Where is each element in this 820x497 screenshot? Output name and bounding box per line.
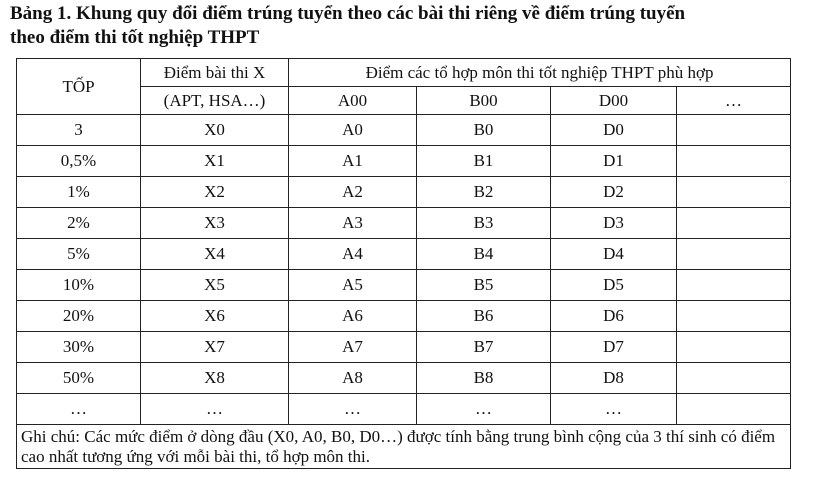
cell-d00: D2 <box>551 177 677 208</box>
cell-x: X8 <box>141 363 289 394</box>
cell-more <box>677 177 791 208</box>
cell-a00: A7 <box>289 332 417 363</box>
cell-b00: B0 <box>417 115 551 146</box>
table-row <box>17 363 791 394</box>
cell-x: X6 <box>141 301 289 332</box>
cell-more <box>677 394 791 425</box>
cell-more <box>677 115 791 146</box>
cell-top: 50% <box>17 363 141 394</box>
header-d00: D00 <box>551 87 677 115</box>
caption-line-2: theo điểm thi tốt nghiệp THPT <box>10 27 260 48</box>
cell-a00: A3 <box>289 208 417 239</box>
cell-b00: B1 <box>417 146 551 177</box>
table-row <box>17 146 791 177</box>
cell-top: 20% <box>17 301 141 332</box>
table-row <box>17 301 791 332</box>
table-caption <box>10 2 810 50</box>
cell-top: 30% <box>17 332 141 363</box>
cell-a00: A1 <box>289 146 417 177</box>
cell-d00: D1 <box>551 146 677 177</box>
cell-top: 5% <box>17 239 141 270</box>
cell-a00: A6 <box>289 301 417 332</box>
cell-d00: D0 <box>551 115 677 146</box>
conversion-table <box>16 58 791 469</box>
header-x-line1: Điểm bài thi X <box>141 59 289 87</box>
header-x-line2: (APT, HSA…) <box>141 87 289 115</box>
header-more: … <box>677 87 791 115</box>
cell-b00: B5 <box>417 270 551 301</box>
cell-b00: … <box>417 394 551 425</box>
header-row-1 <box>17 59 791 87</box>
caption-line-1: Bảng 1. Khung quy đổi điểm trúng tuyển theo các bài thi riêng về điểm trúng tuyển <box>10 3 686 24</box>
cell-top: 0,5% <box>17 146 141 177</box>
note-row <box>17 425 791 469</box>
cell-a00: … <box>289 394 417 425</box>
cell-a00: A5 <box>289 270 417 301</box>
cell-more <box>677 301 791 332</box>
table-row <box>17 177 791 208</box>
cell-more <box>677 239 791 270</box>
cell-b00: B6 <box>417 301 551 332</box>
cell-b00: B3 <box>417 208 551 239</box>
cell-d00: D5 <box>551 270 677 301</box>
cell-b00: B4 <box>417 239 551 270</box>
table-row <box>17 394 791 425</box>
cell-top: 2% <box>17 208 141 239</box>
cell-top: … <box>17 394 141 425</box>
cell-x: X4 <box>141 239 289 270</box>
table-row <box>17 239 791 270</box>
cell-x: X1 <box>141 146 289 177</box>
cell-x: X5 <box>141 270 289 301</box>
cell-b00: B7 <box>417 332 551 363</box>
cell-d00: … <box>551 394 677 425</box>
cell-d00: D8 <box>551 363 677 394</box>
table-row <box>17 332 791 363</box>
cell-x: X2 <box>141 177 289 208</box>
cell-more <box>677 208 791 239</box>
cell-d00: D4 <box>551 239 677 270</box>
cell-x: X0 <box>141 115 289 146</box>
header-combos: Điểm các tổ hợp môn thi tốt nghiệp THPT phù hợp <box>289 59 791 87</box>
table-row <box>17 115 791 146</box>
cell-more <box>677 332 791 363</box>
table-note: Ghi chú: Các mức điểm ở dòng đầu (X0, A0, B0, D0…) được tính bằng trung bình cộng của 3 thí sinh có điểm cao nhất tương ứng với mỗi bài thi, tổ hợp môn thi. <box>17 425 791 469</box>
header-a00: A00 <box>289 87 417 115</box>
cell-b00: B2 <box>417 177 551 208</box>
cell-b00: B8 <box>417 363 551 394</box>
cell-a00: A4 <box>289 239 417 270</box>
cell-top: 1% <box>17 177 141 208</box>
cell-d00: D6 <box>551 301 677 332</box>
cell-d00: D3 <box>551 208 677 239</box>
cell-a00: A2 <box>289 177 417 208</box>
table-row <box>17 208 791 239</box>
cell-top: 3 <box>17 115 141 146</box>
cell-a00: A8 <box>289 363 417 394</box>
cell-d00: D7 <box>551 332 677 363</box>
cell-a00: A0 <box>289 115 417 146</box>
cell-more <box>677 146 791 177</box>
cell-x: … <box>141 394 289 425</box>
cell-x: X7 <box>141 332 289 363</box>
header-top: TỐP <box>17 59 141 115</box>
cell-top: 10% <box>17 270 141 301</box>
cell-x: X3 <box>141 208 289 239</box>
table-row <box>17 270 791 301</box>
header-b00: B00 <box>417 87 551 115</box>
cell-more <box>677 363 791 394</box>
cell-more <box>677 270 791 301</box>
